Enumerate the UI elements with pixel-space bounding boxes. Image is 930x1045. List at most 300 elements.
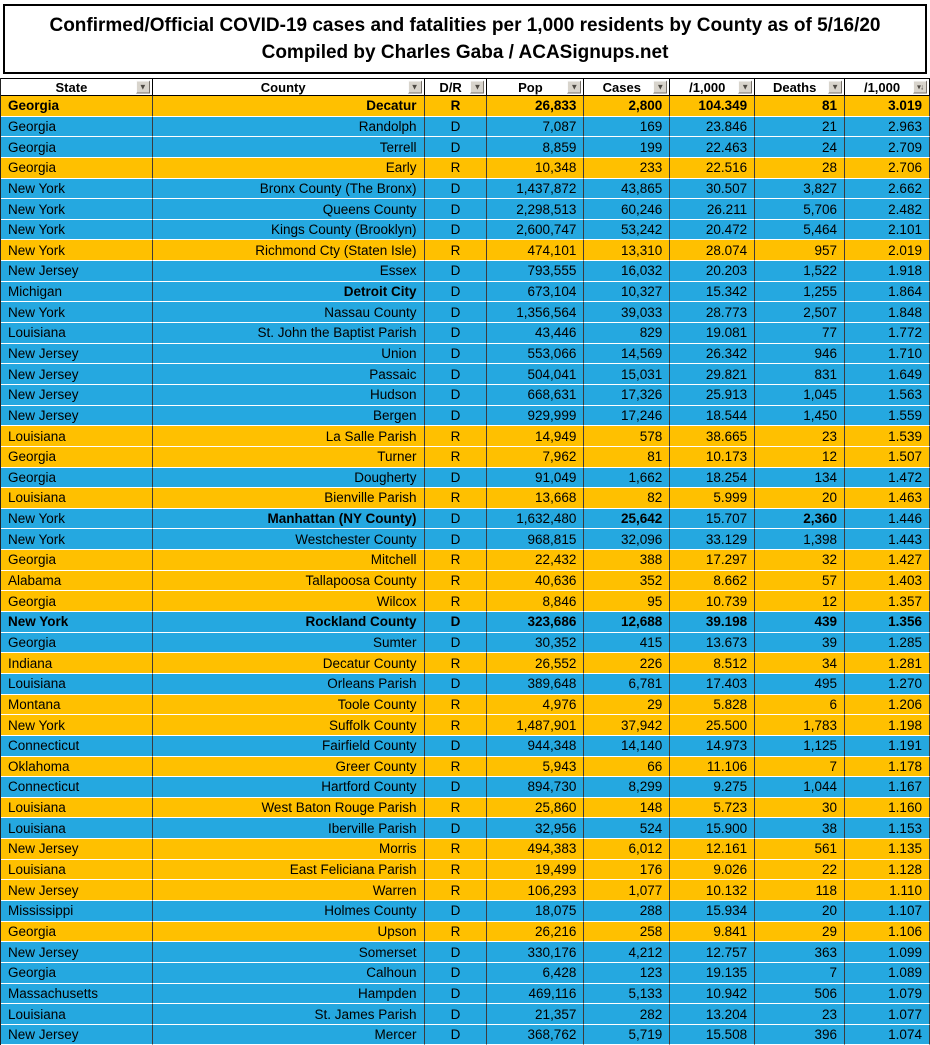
cell-state[interactable]: Louisiana (1, 1004, 153, 1025)
cell-deaths[interactable]: 1,255 (755, 282, 845, 303)
cell-deaths[interactable]: 957 (755, 240, 845, 261)
cell-cases[interactable]: 15,031 (584, 364, 670, 385)
cell-cases-per-1000[interactable]: 29.821 (670, 364, 755, 385)
cell-dr[interactable]: R (425, 922, 488, 943)
cell-pop[interactable]: 7,087 (487, 117, 584, 138)
cell-dr[interactable]: D (425, 220, 488, 241)
cell-cases-per-1000[interactable]: 25.913 (670, 385, 755, 406)
column-header-pop[interactable] (487, 79, 584, 95)
cell-cases-per-1000[interactable]: 10.942 (670, 984, 755, 1005)
cell-county[interactable]: Passaic (153, 364, 425, 385)
cell-deaths-per-1000[interactable]: 1.507 (845, 447, 930, 468)
cell-cases[interactable]: 43,865 (584, 179, 670, 200)
cell-county[interactable]: Queens County (153, 199, 425, 220)
cell-deaths-per-1000[interactable]: 1.772 (845, 323, 930, 344)
cell-state[interactable]: Indiana (1, 653, 153, 674)
cell-deaths[interactable]: 134 (755, 468, 845, 489)
cell-pop[interactable]: 30,352 (487, 633, 584, 654)
cell-cases-per-1000[interactable]: 11.106 (670, 757, 755, 778)
cell-cases[interactable]: 2,800 (584, 96, 670, 117)
cell-cases[interactable]: 10,327 (584, 282, 670, 303)
filter-sort-descending-icon[interactable]: ▾↓ (913, 81, 927, 94)
filter-dropdown-icon[interactable]: ▼ (408, 81, 422, 94)
filter-dropdown-icon[interactable]: ▼ (828, 81, 842, 94)
cell-deaths[interactable]: 77 (755, 323, 845, 344)
cell-cases-per-1000[interactable]: 13.204 (670, 1004, 755, 1025)
cell-cases[interactable]: 5,719 (584, 1025, 670, 1045)
cell-dr[interactable]: D (425, 736, 488, 757)
cell-pop[interactable]: 40,636 (487, 571, 584, 592)
cell-dr[interactable]: R (425, 839, 488, 860)
cell-state[interactable]: New Jersey (1, 406, 153, 427)
cell-deaths[interactable]: 5,464 (755, 220, 845, 241)
cell-state[interactable]: New York (1, 529, 153, 550)
cell-cases-per-1000[interactable]: 23.846 (670, 117, 755, 138)
cell-cases[interactable]: 4,212 (584, 942, 670, 963)
cell-deaths[interactable]: 20 (755, 488, 845, 509)
cell-state[interactable]: Georgia (1, 137, 153, 158)
cell-deaths[interactable]: 3,827 (755, 179, 845, 200)
cell-pop[interactable]: 43,446 (487, 323, 584, 344)
cell-dr[interactable]: D (425, 364, 488, 385)
cell-cases-per-1000[interactable]: 14.973 (670, 736, 755, 757)
cell-dr[interactable]: D (425, 633, 488, 654)
cell-cases[interactable]: 1,662 (584, 468, 670, 489)
cell-state[interactable]: Georgia (1, 550, 153, 571)
cell-cases[interactable]: 148 (584, 798, 670, 819)
column-header-deaths[interactable] (755, 79, 845, 95)
cell-state[interactable]: New York (1, 179, 153, 200)
cell-deaths-per-1000[interactable]: 1.178 (845, 757, 930, 778)
cell-county[interactable]: Nassau County (153, 302, 425, 323)
cell-cases-per-1000[interactable]: 26.211 (670, 199, 755, 220)
cell-dr[interactable]: D (425, 984, 488, 1005)
cell-deaths-per-1000[interactable]: 1.357 (845, 591, 930, 612)
cell-state[interactable]: Michigan (1, 282, 153, 303)
cell-dr[interactable]: D (425, 302, 488, 323)
cell-state[interactable]: Louisiana (1, 860, 153, 881)
cell-cases[interactable]: 12,688 (584, 612, 670, 633)
cell-pop[interactable]: 5,943 (487, 757, 584, 778)
cell-deaths[interactable]: 28 (755, 158, 845, 179)
cell-pop[interactable]: 6,428 (487, 963, 584, 984)
cell-pop[interactable]: 944,348 (487, 736, 584, 757)
cell-deaths-per-1000[interactable]: 1.918 (845, 261, 930, 282)
cell-deaths[interactable]: 34 (755, 653, 845, 674)
cell-deaths-per-1000[interactable]: 1.135 (845, 839, 930, 860)
cell-dr[interactable]: D (425, 901, 488, 922)
cell-deaths-per-1000[interactable]: 1.110 (845, 880, 930, 901)
cell-state[interactable]: Connecticut (1, 736, 153, 757)
cell-deaths-per-1000[interactable]: 1.153 (845, 818, 930, 839)
cell-cases[interactable]: 5,133 (584, 984, 670, 1005)
cell-pop[interactable]: 469,116 (487, 984, 584, 1005)
cell-county[interactable]: Morris (153, 839, 425, 860)
cell-cases[interactable]: 14,569 (584, 344, 670, 365)
cell-deaths-per-1000[interactable]: 3.019 (845, 96, 930, 117)
cell-county[interactable]: Holmes County (153, 901, 425, 922)
cell-deaths[interactable]: 23 (755, 426, 845, 447)
cell-dr[interactable]: D (425, 323, 488, 344)
cell-deaths-per-1000[interactable]: 1.270 (845, 674, 930, 695)
cell-cases-per-1000[interactable]: 19.081 (670, 323, 755, 344)
cell-county[interactable]: Richmond Cty (Staten Isle) (153, 240, 425, 261)
cell-deaths-per-1000[interactable]: 1.463 (845, 488, 930, 509)
cell-cases[interactable]: 25,642 (584, 509, 670, 530)
cell-state[interactable]: Oklahoma (1, 757, 153, 778)
cell-pop[interactable]: 26,552 (487, 653, 584, 674)
cell-deaths-per-1000[interactable]: 1.077 (845, 1004, 930, 1025)
cell-cases[interactable]: 81 (584, 447, 670, 468)
cell-county[interactable]: Decatur (153, 96, 425, 117)
cell-cases-per-1000[interactable]: 19.135 (670, 963, 755, 984)
cell-state[interactable]: Georgia (1, 922, 153, 943)
cell-cases-per-1000[interactable]: 5.828 (670, 695, 755, 716)
cell-dr[interactable]: R (425, 757, 488, 778)
cell-pop[interactable]: 4,976 (487, 695, 584, 716)
cell-county[interactable]: Somerset (153, 942, 425, 963)
cell-deaths[interactable]: 5,706 (755, 199, 845, 220)
cell-cases[interactable]: 17,246 (584, 406, 670, 427)
cell-cases-per-1000[interactable]: 9.275 (670, 777, 755, 798)
cell-pop[interactable]: 793,555 (487, 261, 584, 282)
cell-deaths-per-1000[interactable]: 2.662 (845, 179, 930, 200)
cell-cases-per-1000[interactable]: 20.472 (670, 220, 755, 241)
cell-cases-per-1000[interactable]: 17.403 (670, 674, 755, 695)
cell-deaths-per-1000[interactable]: 1.160 (845, 798, 930, 819)
column-header-county[interactable] (153, 79, 425, 95)
cell-deaths-per-1000[interactable]: 1.446 (845, 509, 930, 530)
cell-county[interactable]: Hudson (153, 385, 425, 406)
cell-deaths[interactable]: 1,783 (755, 715, 845, 736)
cell-state[interactable]: New Jersey (1, 1025, 153, 1045)
cell-deaths-per-1000[interactable]: 1.074 (845, 1025, 930, 1045)
cell-dr[interactable]: R (425, 695, 488, 716)
cell-county[interactable]: Essex (153, 261, 425, 282)
cell-cases[interactable]: 233 (584, 158, 670, 179)
cell-dr[interactable]: D (425, 261, 488, 282)
cell-deaths[interactable]: 7 (755, 757, 845, 778)
cell-cases[interactable]: 53,242 (584, 220, 670, 241)
cell-state[interactable]: New York (1, 509, 153, 530)
cell-cases-per-1000[interactable]: 10.173 (670, 447, 755, 468)
cell-county[interactable]: Kings County (Brooklyn) (153, 220, 425, 241)
cell-deaths[interactable]: 21 (755, 117, 845, 138)
cell-dr[interactable]: R (425, 798, 488, 819)
cell-dr[interactable]: R (425, 550, 488, 571)
cell-deaths[interactable]: 23 (755, 1004, 845, 1025)
cell-deaths-per-1000[interactable]: 1.285 (845, 633, 930, 654)
cell-deaths-per-1000[interactable]: 1.089 (845, 963, 930, 984)
cell-county[interactable]: Decatur County (153, 653, 425, 674)
cell-county[interactable]: Bronx County (The Bronx) (153, 179, 425, 200)
cell-deaths[interactable]: 81 (755, 96, 845, 117)
cell-deaths-per-1000[interactable]: 2.706 (845, 158, 930, 179)
cell-pop[interactable]: 1,437,872 (487, 179, 584, 200)
cell-deaths[interactable]: 118 (755, 880, 845, 901)
cell-dr[interactable]: D (425, 612, 488, 633)
cell-deaths-per-1000[interactable]: 2.482 (845, 199, 930, 220)
cell-state[interactable]: New York (1, 715, 153, 736)
cell-pop[interactable]: 673,104 (487, 282, 584, 303)
cell-cases[interactable]: 17,326 (584, 385, 670, 406)
cell-pop[interactable]: 504,041 (487, 364, 584, 385)
cell-state[interactable]: Connecticut (1, 777, 153, 798)
cell-dr[interactable]: D (425, 818, 488, 839)
cell-deaths-per-1000[interactable]: 1.403 (845, 571, 930, 592)
cell-state[interactable]: Alabama (1, 571, 153, 592)
cell-deaths-per-1000[interactable]: 2.019 (845, 240, 930, 261)
cell-deaths-per-1000[interactable]: 2.963 (845, 117, 930, 138)
cell-deaths[interactable]: 1,522 (755, 261, 845, 282)
cell-pop[interactable]: 929,999 (487, 406, 584, 427)
cell-dr[interactable]: D (425, 942, 488, 963)
cell-county[interactable]: Greer County (153, 757, 425, 778)
cell-county[interactable]: Manhattan (NY County) (153, 509, 425, 530)
cell-deaths[interactable]: 57 (755, 571, 845, 592)
filter-dropdown-icon[interactable]: ▼ (738, 81, 752, 94)
cell-county[interactable]: Iberville Parish (153, 818, 425, 839)
cell-deaths-per-1000[interactable]: 1.848 (845, 302, 930, 323)
cell-county[interactable]: West Baton Rouge Parish (153, 798, 425, 819)
cell-deaths[interactable]: 1,044 (755, 777, 845, 798)
cell-cases[interactable]: 388 (584, 550, 670, 571)
cell-cases[interactable]: 6,781 (584, 674, 670, 695)
column-header-cases-per-1000[interactable] (670, 79, 755, 95)
cell-dr[interactable]: D (425, 199, 488, 220)
cell-county[interactable]: St. John the Baptist Parish (153, 323, 425, 344)
cell-cases-per-1000[interactable]: 30.507 (670, 179, 755, 200)
cell-state[interactable]: New York (1, 199, 153, 220)
cell-pop[interactable]: 25,860 (487, 798, 584, 819)
cell-state[interactable]: New York (1, 220, 153, 241)
cell-pop[interactable]: 26,216 (487, 922, 584, 943)
cell-deaths[interactable]: 1,125 (755, 736, 845, 757)
cell-pop[interactable]: 14,949 (487, 426, 584, 447)
cell-deaths-per-1000[interactable]: 1.107 (845, 901, 930, 922)
cell-cases-per-1000[interactable]: 12.161 (670, 839, 755, 860)
cell-pop[interactable]: 330,176 (487, 942, 584, 963)
cell-cases[interactable]: 13,310 (584, 240, 670, 261)
cell-state[interactable]: Georgia (1, 468, 153, 489)
cell-dr[interactable]: D (425, 179, 488, 200)
cell-cases-per-1000[interactable]: 17.297 (670, 550, 755, 571)
cell-deaths-per-1000[interactable]: 1.649 (845, 364, 930, 385)
cell-pop[interactable]: 22,432 (487, 550, 584, 571)
cell-pop[interactable]: 389,648 (487, 674, 584, 695)
cell-cases[interactable]: 66 (584, 757, 670, 778)
cell-state[interactable]: Georgia (1, 963, 153, 984)
cell-dr[interactable]: R (425, 653, 488, 674)
cell-county[interactable]: Turner (153, 447, 425, 468)
cell-deaths[interactable]: 946 (755, 344, 845, 365)
cell-cases-per-1000[interactable]: 38.665 (670, 426, 755, 447)
cell-state[interactable]: Montana (1, 695, 153, 716)
cell-cases[interactable]: 8,299 (584, 777, 670, 798)
cell-cases-per-1000[interactable]: 22.463 (670, 137, 755, 158)
cell-cases[interactable]: 352 (584, 571, 670, 592)
cell-dr[interactable]: R (425, 447, 488, 468)
cell-state[interactable]: New Jersey (1, 385, 153, 406)
filter-dropdown-icon[interactable]: ▼ (653, 81, 667, 94)
cell-county[interactable]: Westchester County (153, 529, 425, 550)
cell-cases-per-1000[interactable]: 5.999 (670, 488, 755, 509)
cell-deaths-per-1000[interactable]: 1.099 (845, 942, 930, 963)
cell-cases-per-1000[interactable]: 8.512 (670, 653, 755, 674)
cell-state[interactable]: New York (1, 240, 153, 261)
cell-pop[interactable]: 1,356,564 (487, 302, 584, 323)
cell-county[interactable]: Calhoun (153, 963, 425, 984)
cell-dr[interactable]: R (425, 158, 488, 179)
cell-county[interactable]: Union (153, 344, 425, 365)
cell-state[interactable]: Louisiana (1, 798, 153, 819)
cell-county[interactable]: St. James Parish (153, 1004, 425, 1025)
cell-pop[interactable]: 32,956 (487, 818, 584, 839)
cell-deaths[interactable]: 29 (755, 922, 845, 943)
cell-pop[interactable]: 1,487,901 (487, 715, 584, 736)
cell-dr[interactable]: R (425, 426, 488, 447)
cell-deaths[interactable]: 20 (755, 901, 845, 922)
cell-dr[interactable]: D (425, 1004, 488, 1025)
cell-deaths[interactable]: 439 (755, 612, 845, 633)
cell-state[interactable]: Georgia (1, 591, 153, 612)
cell-county[interactable]: Upson (153, 922, 425, 943)
cell-cases[interactable]: 37,942 (584, 715, 670, 736)
cell-pop[interactable]: 106,293 (487, 880, 584, 901)
cell-pop[interactable]: 18,075 (487, 901, 584, 922)
cell-deaths-per-1000[interactable]: 1.206 (845, 695, 930, 716)
cell-deaths[interactable]: 24 (755, 137, 845, 158)
cell-deaths-per-1000[interactable]: 1.167 (845, 777, 930, 798)
cell-deaths-per-1000[interactable]: 1.356 (845, 612, 930, 633)
cell-state[interactable]: Louisiana (1, 488, 153, 509)
cell-deaths[interactable]: 32 (755, 550, 845, 571)
cell-cases[interactable]: 95 (584, 591, 670, 612)
cell-cases[interactable]: 32,096 (584, 529, 670, 550)
cell-cases-per-1000[interactable]: 15.342 (670, 282, 755, 303)
cell-county[interactable]: Bergen (153, 406, 425, 427)
cell-deaths[interactable]: 2,360 (755, 509, 845, 530)
cell-pop[interactable]: 968,815 (487, 529, 584, 550)
cell-cases-per-1000[interactable]: 13.673 (670, 633, 755, 654)
cell-deaths[interactable]: 7 (755, 963, 845, 984)
cell-deaths[interactable]: 22 (755, 860, 845, 881)
cell-dr[interactable]: R (425, 488, 488, 509)
cell-state[interactable]: New Jersey (1, 839, 153, 860)
cell-cases-per-1000[interactable]: 15.900 (670, 818, 755, 839)
cell-dr[interactable]: R (425, 880, 488, 901)
cell-state[interactable]: Massachusetts (1, 984, 153, 1005)
cell-dr[interactable]: R (425, 715, 488, 736)
cell-county[interactable]: Mercer (153, 1025, 425, 1045)
cell-cases-per-1000[interactable]: 28.773 (670, 302, 755, 323)
cell-state[interactable]: New Jersey (1, 344, 153, 365)
cell-deaths[interactable]: 30 (755, 798, 845, 819)
cell-deaths-per-1000[interactable]: 1.106 (845, 922, 930, 943)
cell-cases-per-1000[interactable]: 18.544 (670, 406, 755, 427)
cell-deaths[interactable]: 831 (755, 364, 845, 385)
cell-pop[interactable]: 26,833 (487, 96, 584, 117)
cell-pop[interactable]: 474,101 (487, 240, 584, 261)
cell-deaths[interactable]: 506 (755, 984, 845, 1005)
cell-cases-per-1000[interactable]: 39.198 (670, 612, 755, 633)
cell-deaths-per-1000[interactable]: 1.864 (845, 282, 930, 303)
cell-pop[interactable]: 91,049 (487, 468, 584, 489)
cell-pop[interactable]: 368,762 (487, 1025, 584, 1045)
cell-dr[interactable]: D (425, 674, 488, 695)
cell-cases[interactable]: 829 (584, 323, 670, 344)
cell-cases[interactable]: 82 (584, 488, 670, 509)
cell-state[interactable]: New Jersey (1, 880, 153, 901)
cell-cases[interactable]: 524 (584, 818, 670, 839)
cell-state[interactable]: Georgia (1, 158, 153, 179)
cell-cases-per-1000[interactable]: 22.516 (670, 158, 755, 179)
cell-county[interactable]: Randolph (153, 117, 425, 138)
cell-cases[interactable]: 6,012 (584, 839, 670, 860)
cell-pop[interactable]: 668,631 (487, 385, 584, 406)
cell-dr[interactable]: R (425, 860, 488, 881)
cell-deaths-per-1000[interactable]: 1.559 (845, 406, 930, 427)
cell-state[interactable]: New Jersey (1, 364, 153, 385)
cell-cases[interactable]: 282 (584, 1004, 670, 1025)
cell-cases[interactable]: 14,140 (584, 736, 670, 757)
cell-pop[interactable]: 553,066 (487, 344, 584, 365)
cell-state[interactable]: New York (1, 612, 153, 633)
cell-county[interactable]: Toole County (153, 695, 425, 716)
cell-cases[interactable]: 258 (584, 922, 670, 943)
cell-cases-per-1000[interactable]: 5.723 (670, 798, 755, 819)
column-header-dr[interactable] (425, 79, 488, 95)
cell-pop[interactable]: 7,962 (487, 447, 584, 468)
cell-cases-per-1000[interactable]: 12.757 (670, 942, 755, 963)
cell-pop[interactable]: 2,600,747 (487, 220, 584, 241)
cell-cases-per-1000[interactable]: 26.342 (670, 344, 755, 365)
cell-dr[interactable]: R (425, 96, 488, 117)
cell-deaths[interactable]: 495 (755, 674, 845, 695)
cell-dr[interactable]: R (425, 240, 488, 261)
cell-state[interactable]: Georgia (1, 96, 153, 117)
cell-county[interactable]: Early (153, 158, 425, 179)
cell-pop[interactable]: 2,298,513 (487, 199, 584, 220)
cell-cases-per-1000[interactable]: 15.934 (670, 901, 755, 922)
cell-pop[interactable]: 1,632,480 (487, 509, 584, 530)
cell-county[interactable]: La Salle Parish (153, 426, 425, 447)
cell-cases[interactable]: 16,032 (584, 261, 670, 282)
cell-dr[interactable]: D (425, 963, 488, 984)
cell-deaths[interactable]: 6 (755, 695, 845, 716)
cell-dr[interactable]: D (425, 385, 488, 406)
cell-state[interactable]: Louisiana (1, 674, 153, 695)
cell-deaths-per-1000[interactable]: 1.563 (845, 385, 930, 406)
cell-cases[interactable]: 123 (584, 963, 670, 984)
cell-deaths[interactable]: 1,398 (755, 529, 845, 550)
cell-dr[interactable]: D (425, 406, 488, 427)
cell-county[interactable]: Terrell (153, 137, 425, 158)
cell-state[interactable]: Mississippi (1, 901, 153, 922)
cell-cases-per-1000[interactable]: 9.841 (670, 922, 755, 943)
cell-pop[interactable]: 8,846 (487, 591, 584, 612)
cell-cases[interactable]: 169 (584, 117, 670, 138)
cell-deaths-per-1000[interactable]: 1.472 (845, 468, 930, 489)
cell-dr[interactable]: D (425, 468, 488, 489)
cell-deaths[interactable]: 396 (755, 1025, 845, 1045)
cell-deaths[interactable]: 1,045 (755, 385, 845, 406)
cell-state[interactable]: New York (1, 302, 153, 323)
filter-dropdown-icon[interactable]: ▼ (567, 81, 581, 94)
cell-cases-per-1000[interactable]: 28.074 (670, 240, 755, 261)
cell-cases-per-1000[interactable]: 20.203 (670, 261, 755, 282)
cell-deaths[interactable]: 12 (755, 591, 845, 612)
